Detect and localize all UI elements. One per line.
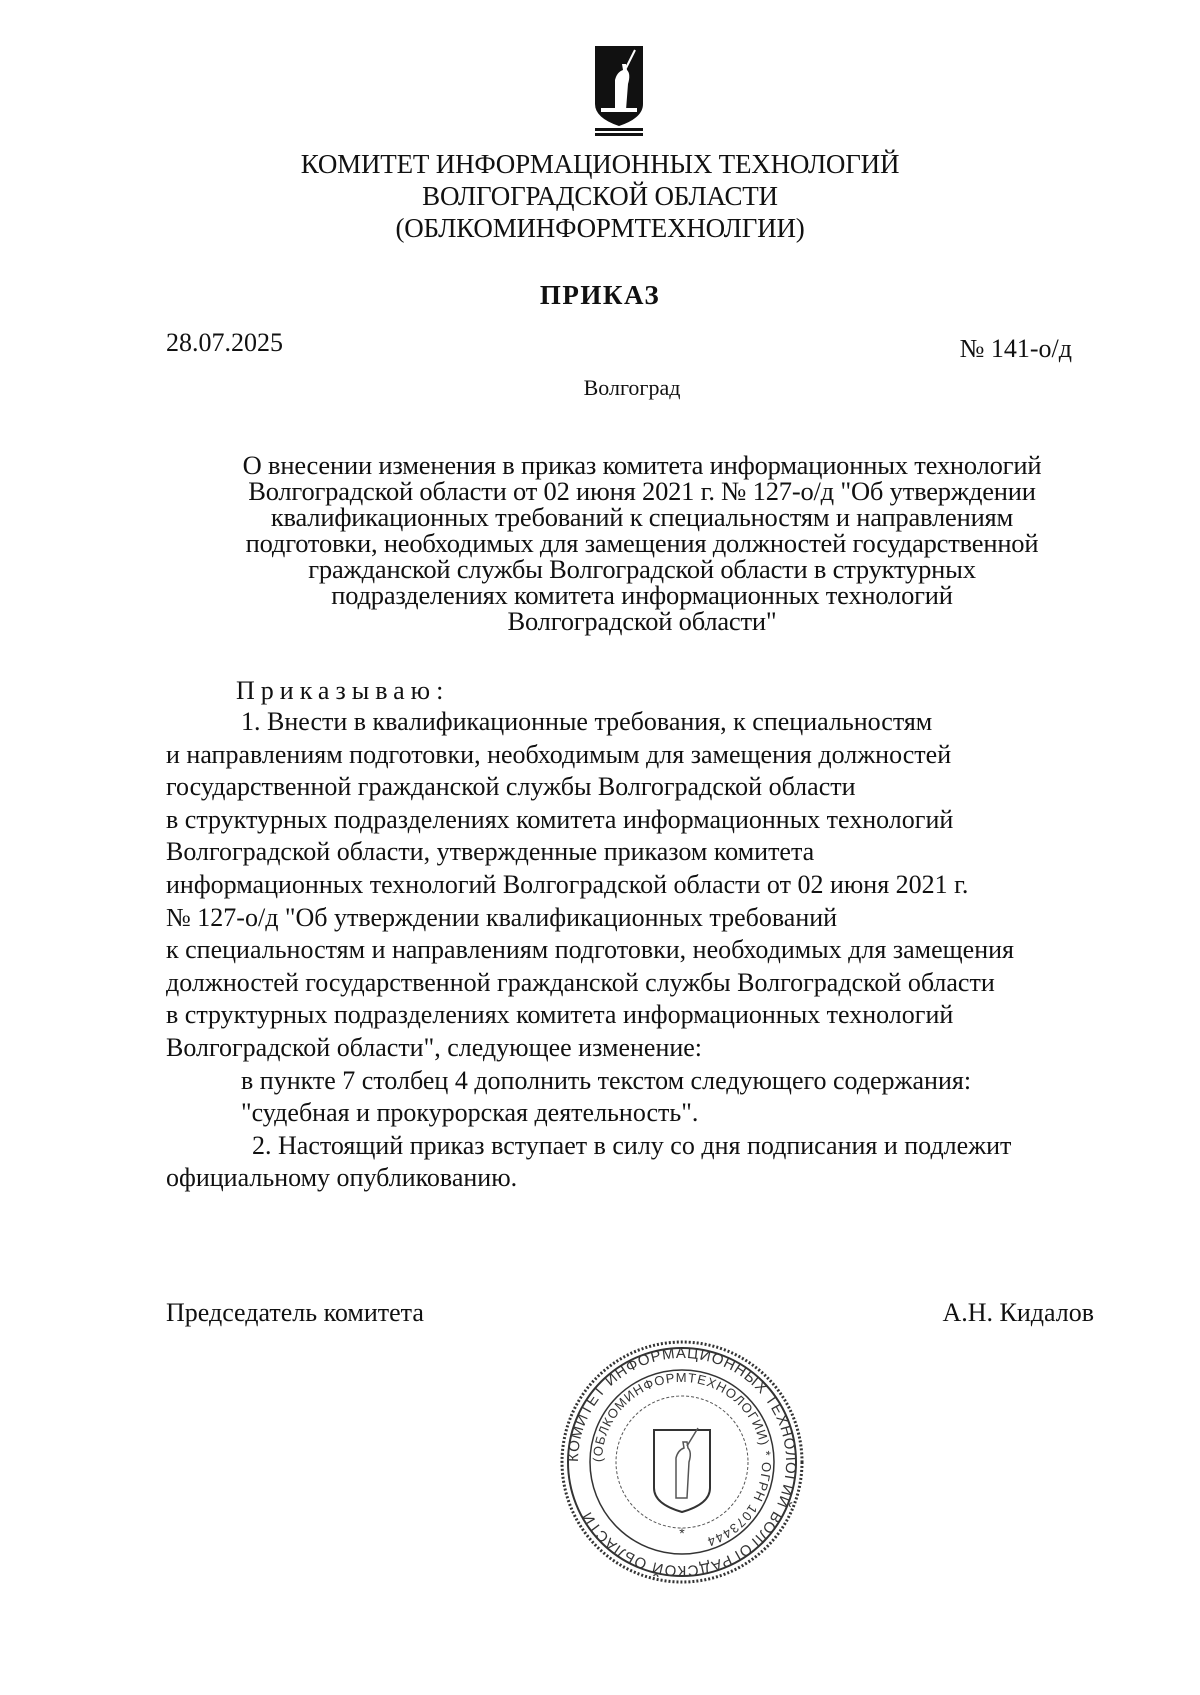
body-line: к специальностям и направлениям подготовки, необходимых для замещения <box>166 935 1014 965</box>
organization-name-line-2: ВОЛГОГРАДСКОЙ ОБЛАСТИ <box>422 181 778 211</box>
body-line: 2. Настоящий приказ вступает в силу со дня подписания и подлежит <box>252 1130 1012 1160</box>
body-line: 1. Внести в квалификационные требования, к специальностям <box>241 707 933 736</box>
signatory-name: А.Н. Кидалов <box>942 1298 1094 1327</box>
subject-line: подразделениях комитета информационных технологий <box>331 580 953 610</box>
subject-line: Волгоградской области" <box>507 606 777 636</box>
stamp-inner-text: (ОБЛКОМИНФОРМТЕХНОЛОГИИ) * ОГРН 1073444 <box>589 1369 775 1550</box>
signatory-title: Председатель комитета <box>166 1298 424 1327</box>
body-line: № 127-о/д "Об утверждении квалификационных требований <box>166 902 838 932</box>
subject-line: квалификационных требований к специальностям и направлениям <box>270 502 1014 532</box>
body-line: официальному опубликованию. <box>166 1163 518 1193</box>
subject-line: Волгоградской области от 02 июня 2021 г. № 127-о/д "Об утверждении <box>248 476 1036 506</box>
organization-name-line-1: КОМИТЕТ ИНФОРМАЦИОННЫХ ТЕХНОЛОГИЙ <box>300 149 900 179</box>
body-line: информационных технологий Волгоградской области от 02 июня 2021 г. <box>166 869 969 899</box>
document-date: 28.07.2025 <box>166 328 283 357</box>
document-number: № 141-о/д <box>959 334 1072 363</box>
body-line: Волгоградской области, утвержденные приказом комитета <box>166 837 815 867</box>
body-line: должностей государственной гражданской службы Волгоградской области <box>166 967 995 997</box>
body-line: государственной гражданской службы Волгоградской области <box>166 772 856 802</box>
subject-line: подготовки, необходимых для замещения должностей государственной <box>245 528 1039 558</box>
svg-text:*: * <box>679 1525 685 1541</box>
coat-of-arms-emblem <box>593 44 645 136</box>
body-line: и направлениям подготовки, необходимым для замещения должностей <box>166 739 952 769</box>
document-body <box>166 706 1094 1195</box>
document-city: Волгоград <box>583 375 681 400</box>
body-line: "судебная и прокурорская деятельность". <box>241 1098 699 1128</box>
order-intro: Приказываю: <box>236 676 450 705</box>
svg-text:(ОБЛКОМИНФОРМТЕХНОЛОГИИ) * ОГР <box>590 1370 774 1550</box>
official-stamp <box>558 1338 806 1586</box>
body-line: в структурных подразделениях комитета информационных технологий <box>166 804 954 834</box>
document-type-heading: ПРИКАЗ <box>539 280 661 310</box>
body-line: в пункте 7 столбец 4 дополнить текстом следующего содержания: <box>241 1065 972 1095</box>
organization-short-name: (ОБЛКОМИНФОРМТЕХНОЛГИИ) <box>395 213 805 243</box>
body-line: Волгоградской области", следующее изменение: <box>166 1032 703 1062</box>
subject-line: О внесении изменения в приказ комитета информационных технологий <box>242 450 1042 480</box>
stamp-outer-text: КОМИТЕТ ИНФОРМАЦИОННЫХ ТЕХНОЛОГИЙ ВОЛГОГРАДСКОЙ ОБЛАСТИ <box>564 1344 800 1580</box>
body-line: в структурных подразделениях комитета информационных технологий <box>166 1000 954 1030</box>
subject-line: гражданской службы Волгоградской области в структурных <box>308 554 976 584</box>
document-subject <box>196 452 1088 634</box>
